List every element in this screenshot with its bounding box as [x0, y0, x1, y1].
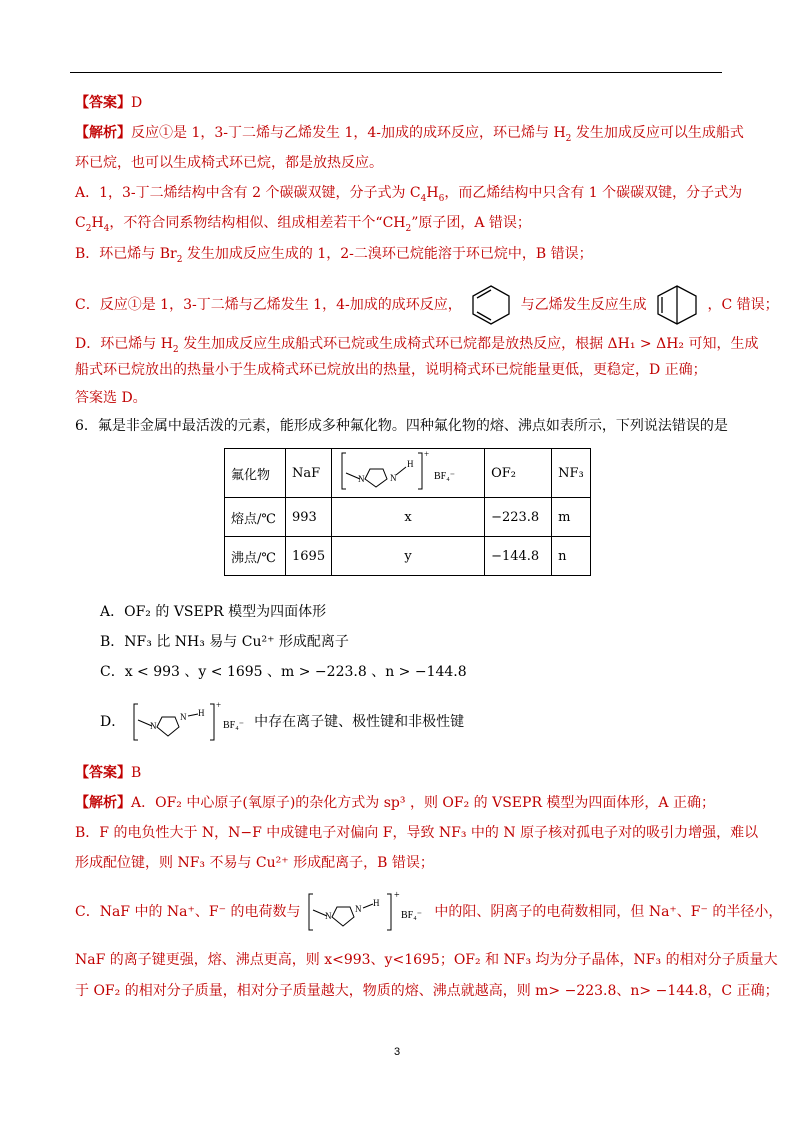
analysis-5-option-a: A．1，3-丁二烯结构中含有 2 个碳碳双键，分子式为 $C_4H_6$，而乙烯结构中只含有 1 个碳碳双键，分子式为	[75, 185, 743, 204]
analysis-6-option-b: B．F 的电负性大于 N，N−F 中成键电子对偏向 F，导致 NF₃ 中的 N 原子核对孤电子对的吸引力增强，难以	[75, 825, 759, 841]
charge-label: +	[393, 890, 400, 901]
anion-label: BF₄⁻	[222, 720, 244, 731]
table-header-cell: NaF	[286, 449, 332, 498]
cyclohexadiene-structure	[466, 283, 516, 327]
table-cell: y	[332, 537, 485, 576]
bicyclooctene-structure	[651, 283, 703, 327]
imidazolium-bf4-structure	[338, 449, 478, 493]
table-header-cell: OF₂	[485, 449, 552, 498]
analysis-5-conclusion: 答案选 D。	[75, 390, 147, 406]
page-number: 3	[393, 1046, 401, 1058]
option-a[interactable]: A．OF₂ 的 VSEPR 模型为四面体形	[100, 604, 327, 620]
analysis-6-option-c-2: NaF 的离子键更强，熔、沸点更高，则 x<993、y<1695；OF₂ 和 NF₃ 均为分子晶体，NF₃ 的相对分子质量大	[75, 952, 778, 968]
analysis-5-intro-2: 环已烷，也可以生成椅式环已烷，都是放热反应。	[75, 155, 383, 171]
n-atom-2: N	[354, 904, 362, 914]
analysis-6-option-a: 【解析】A．OF₂ 中心原子(氧原子)的杂化方式为 sp³ ，则 OF₂ 的 VSEPR 模型为四面体形，A 正确；	[75, 795, 715, 811]
answer-line-5: 【答案】D	[75, 95, 143, 111]
n-atom-2: N	[390, 473, 397, 483]
n-atom-2: N	[179, 712, 187, 722]
anion-label: BF₄⁻	[434, 471, 456, 482]
n-atom-1: N	[324, 911, 332, 921]
table-header-row	[225, 449, 591, 498]
table-cell: x	[332, 498, 485, 537]
table-cell: 1695	[286, 537, 332, 576]
analysis-5-option-d-2: 船式环已烷放出的热量小于生成椅式环已烷放出的热量，说明椅式环已烷能量更低，更稳定，D 正确；	[75, 362, 707, 378]
table-cell: m	[552, 498, 591, 537]
analysis-5-option-c: C．反应①是 1，3-丁二烯与乙烯发生 1，4-加成的成环反应， 与乙烯发生反应生成 ，C 错误；	[75, 283, 725, 327]
fluoride-table	[224, 448, 591, 576]
table-header-molecule	[332, 449, 485, 498]
table-cell: 熔点/℃	[225, 498, 286, 537]
table-row	[225, 498, 591, 537]
option-b[interactable]: B．NF₃ 比 NH₃ 易与 Cu²⁺ 形成配离子	[100, 634, 349, 650]
analysis-6-option-c: C．NaF 中的 Na⁺、F⁻ 的电荷数与 N N H + BF₄⁻ 中的阳、阴离子的电荷数相同，但 Na⁺、F⁻ 的半径小，	[75, 890, 725, 934]
anion-label: BF₄⁻	[400, 910, 422, 921]
analysis-6-option-b-2: 形成配位键，则 NF₃ 不易与 Cu²⁺ 形成配离子，B 错误；	[75, 855, 434, 871]
n-atom-1: N	[149, 721, 157, 731]
h-atom: H	[197, 708, 205, 718]
table-cell: −223.8	[485, 498, 552, 537]
analysis-5-option-b: B．环已烯与 $Br_2$ 发生加成反应生成的 1，2-二溴环已烷能溶于环已烷中，B 错误；	[75, 246, 593, 265]
n-atom-1: N	[358, 474, 365, 484]
header-rule	[70, 72, 722, 73]
analysis-6-option-c-3: 于 OF₂ 的相对分子质量，相对分子质量越大，物质的熔、沸点就越高，则 m> −223.8、n> −144.8，C 正确；	[75, 983, 779, 999]
table-cell: 993	[286, 498, 332, 537]
table-cell: −144.8	[485, 537, 552, 576]
option-c[interactable]: C．x < 993 、y < 1695 、m > −223.8 、n > −144.8	[100, 664, 467, 680]
imidazolium-bf4-structure-option-d	[130, 700, 250, 744]
analysis-5-option-a-2: $C_2H_4$，不符合同系物结构相似、组成相差若干个“$CH_2$”原子团，A 错误；	[75, 215, 531, 234]
h-atom: H	[407, 459, 414, 469]
h-atom: H	[372, 898, 380, 908]
imidazolium-bf4-structure-analysis	[305, 890, 430, 934]
table-cell: 沸点/℃	[225, 537, 286, 576]
option-d[interactable]: D． N N H + BF₄⁻ 中存在离子键、极性键和非极性键	[100, 700, 750, 744]
table-cell: n	[552, 537, 591, 576]
table-row	[225, 537, 591, 576]
table-header-cell: 氟化物	[225, 449, 286, 498]
question-6-stem: 6．氟是非金属中最活泼的元素，能形成多种氟化物。四种氟化物的熔、沸点如表所示，下列说法错误的是	[75, 418, 728, 434]
charge-label: +	[424, 449, 430, 459]
table-header-cell: NF₃	[552, 449, 591, 498]
analysis-5-option-d: D．环已烯与 $H_2$ 发生加成反应生成船式环已烷或生成椅式环已烷都是放热反应，根据 ΔH₁ > ΔH₂ 可知，生成	[75, 336, 759, 355]
charge-label: +	[215, 700, 221, 710]
answer-line-6: 【答案】B	[75, 765, 142, 781]
analysis-5-intro: 【解析】反应①是 1，3-丁二烯与乙烯发生 1，4-加成的成环反应，环已烯与 $H_2$ 发生加成反应可以生成船式	[75, 125, 744, 144]
